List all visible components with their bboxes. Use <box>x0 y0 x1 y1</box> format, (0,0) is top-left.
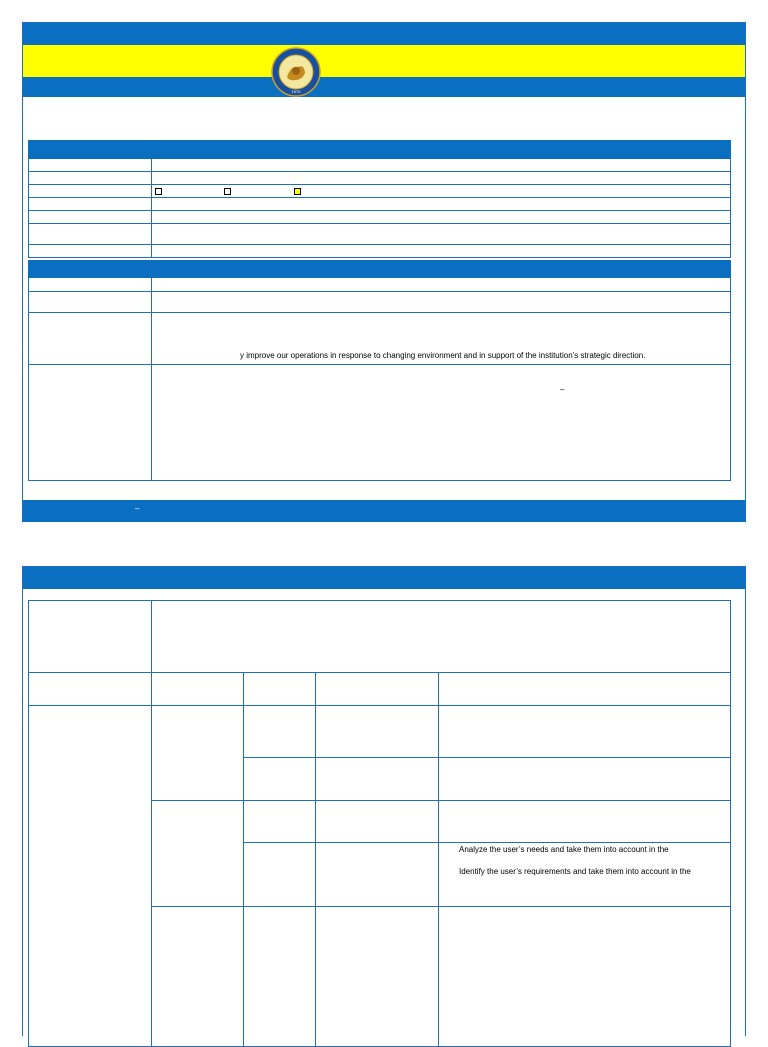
checkbox-option-2[interactable] <box>224 188 231 195</box>
checkbox-option-1[interactable] <box>155 188 162 195</box>
lower-blue-band <box>23 77 745 97</box>
competency-matrix-table <box>28 600 731 1047</box>
matrix-row <box>29 706 731 758</box>
checkbox-row <box>29 185 731 198</box>
form-row <box>29 159 731 172</box>
analyze-needs-text: Analyze the user’s needs and take them into account in the <box>459 845 669 854</box>
matrix-group-cell <box>29 706 152 1047</box>
page2-top-band <box>23 567 745 589</box>
form-row <box>29 245 731 258</box>
identify-requirements-text: Identify the user’s requirements and take them into account in the <box>459 867 691 876</box>
yellow-banner <box>23 45 745 77</box>
form-page-1 <box>22 22 746 522</box>
dash-mark: – <box>560 385 565 394</box>
section-a-table <box>28 140 731 258</box>
section-a-header <box>29 141 731 159</box>
section-b-header <box>29 261 731 278</box>
section-b-table <box>28 260 731 481</box>
form-row <box>29 198 731 211</box>
large-text-row <box>29 365 731 481</box>
university-seal-icon <box>271 47 321 97</box>
top-blue-band <box>23 23 745 45</box>
footer-dash-mark: – <box>135 504 140 513</box>
mission-fragment-text: y improve our operations in response to changing environment and in support of the institution’s strategic direction. <box>240 351 646 360</box>
form-page-2 <box>22 566 746 1036</box>
form-row <box>29 278 731 292</box>
mission-row <box>29 313 731 365</box>
form-row <box>29 211 731 224</box>
seal-year: 1970 <box>291 89 301 94</box>
form-row <box>29 224 731 245</box>
footer-blue-band <box>23 500 745 522</box>
matrix-header-row <box>29 673 731 706</box>
form-row <box>29 292 731 313</box>
checkbox-option-3-highlighted[interactable] <box>294 188 301 195</box>
matrix-top-row <box>29 601 731 673</box>
form-row <box>29 172 731 185</box>
